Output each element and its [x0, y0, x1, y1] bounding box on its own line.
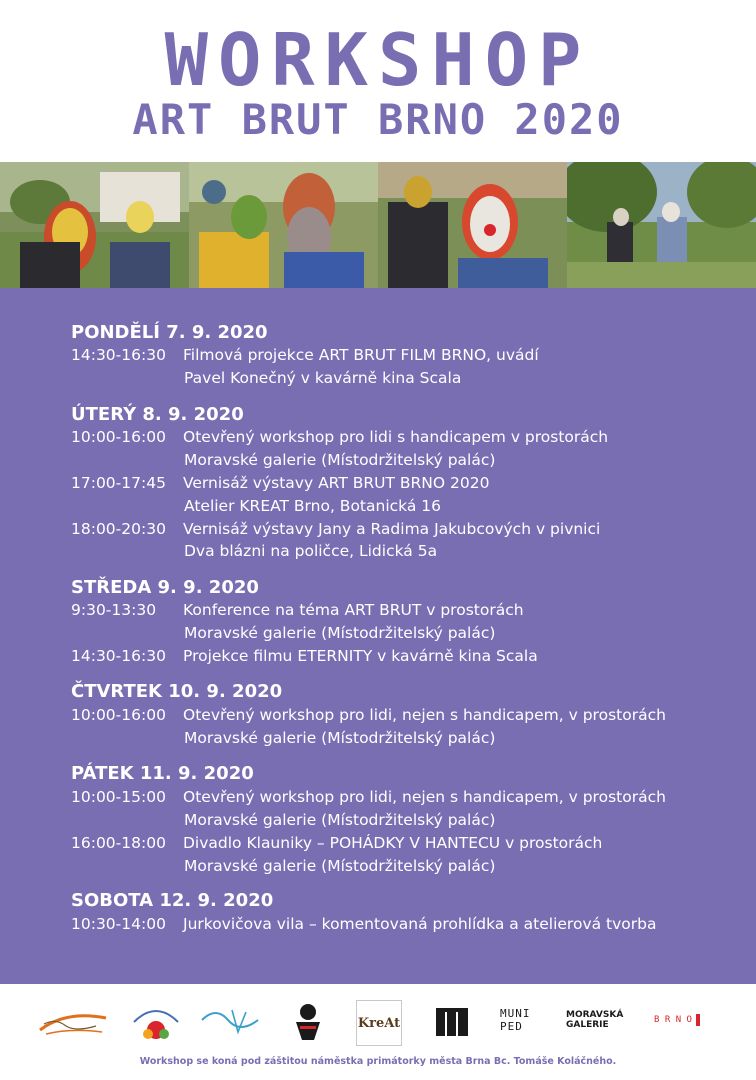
day-heading: STŘEDA 9. 9. 2020: [71, 577, 259, 598]
day-heading: SOBOTA 12. 9. 2020: [71, 890, 274, 911]
poster-subtitle: ART BRUT BRNO 2020: [132, 95, 624, 144]
event-time: 10:00-16:00: [71, 706, 166, 724]
event-description: Otevřený workshop pro lidi, nejen s handicapem, v prostorách: [183, 706, 666, 724]
event-row: [71, 788, 666, 806]
logo-moravska-text: MORAVSKÁ: [566, 1010, 624, 1020]
event-time: 18:00-20:30: [71, 520, 166, 538]
photo-masks-1: [0, 162, 189, 288]
logo-brno-bar: [696, 1014, 700, 1026]
photo-masks-2: [189, 162, 378, 288]
logo-signature: [36, 1000, 110, 1040]
poster-header: [0, 0, 756, 162]
event-row: [71, 647, 538, 665]
poster-title: WORKSHOP: [164, 18, 592, 102]
logo-divadlo: [290, 1000, 326, 1044]
logo-kreat-text: KreAt: [357, 1015, 401, 1031]
photo-strip: [0, 162, 756, 288]
event-row: [71, 428, 608, 446]
logo-openartstudio: [434, 1000, 470, 1040]
logo-galerie-text: GALERIE: [566, 1020, 609, 1030]
logo-kreat: [356, 1000, 402, 1046]
event-description: Filmová projekce ART BRUT FILM BRNO, uvádí: [183, 346, 539, 364]
day-heading: ČTVRTEK 10. 9. 2020: [71, 681, 283, 702]
logo-brno-text: B R N O: [654, 1015, 692, 1025]
photo-masks-3: [378, 162, 567, 288]
event-description-cont: Moravské galerie (Místodržitelský palác): [184, 729, 496, 747]
event-row: [71, 520, 600, 538]
event-time: 10:30-14:00: [71, 915, 166, 933]
photo-masks-4: [567, 162, 756, 288]
event-time: 16:00-18:00: [71, 834, 166, 852]
event-description-cont: Moravské galerie (Místodržitelský palác): [184, 857, 496, 875]
event-row: [71, 706, 666, 724]
sponsor-footer: [0, 984, 756, 1080]
logo-moravska-galerie: [566, 1000, 628, 1040]
event-description-cont: Moravské galerie (Místodržitelský palác): [184, 451, 496, 469]
event-row: [71, 474, 489, 492]
event-time: 9:30-13:30: [71, 601, 157, 619]
event-time: 14:30-16:30: [71, 346, 166, 364]
event-description: Jurkovičova vila – komentovaná prohlídka a atelierová tvorba: [183, 915, 657, 933]
event-time: 14:30-16:30: [71, 647, 166, 665]
day-heading: PONDĚLÍ 7. 9. 2020: [71, 322, 268, 343]
event-description: Divadlo Klauniky – POHÁDKY V HANTECU v prostorách: [183, 834, 603, 852]
event-row: [71, 346, 539, 364]
event-time: 10:00-16:00: [71, 428, 166, 446]
event-time: 17:00-17:45: [71, 474, 166, 492]
event-description-cont: Atelier KREAT Brno, Botanická 16: [184, 497, 442, 515]
event-description-cont: Moravské galerie (Místodržitelský palác): [184, 811, 496, 829]
event-description: Konference na téma ART BRUT v prostorách: [183, 601, 524, 619]
logo-ped-text: PED: [500, 1020, 523, 1033]
event-description-cont: Pavel Konečný v kavárně kina Scala: [184, 369, 462, 387]
event-row: [71, 834, 602, 852]
logo-dusevni-zdravi: [126, 1000, 186, 1044]
event-description: Projekce filmu ETERNITY v kavárně kina Scala: [183, 647, 538, 665]
day-heading: PÁTEK 11. 9. 2020: [71, 763, 254, 784]
event-description-cont: Moravské galerie (Místodržitelský palác): [184, 624, 496, 642]
logo-krida: [198, 1000, 262, 1040]
logo-brno: [644, 1000, 710, 1040]
event-row: [71, 601, 524, 619]
day-heading: ÚTERÝ 8. 9. 2020: [71, 404, 244, 425]
event-row: [71, 915, 657, 933]
schedule-panel: [0, 288, 756, 984]
logo-muni-text: MUNI: [500, 1007, 531, 1020]
logo-muni-ped: [500, 1000, 542, 1040]
event-time: 10:00-15:00: [71, 788, 166, 806]
patronage-note: Workshop se koná pod záštitou náměstka primátorky města Brna Bc. Tomáše Koláčného.: [139, 1056, 617, 1067]
event-description: Otevřený workshop pro lidi s handicapem v prostorách: [183, 428, 609, 446]
event-description-cont: Dva blázni na poličce, Lidická 5a: [184, 542, 438, 560]
event-description: Vernisáž výstavy Jany a Radima Jakubcových v pivnici: [183, 520, 601, 538]
event-description: Vernisáž výstavy ART BRUT BRNO 2020: [183, 474, 490, 492]
event-description: Otevřený workshop pro lidi, nejen s handicapem, v prostorách: [183, 788, 666, 806]
